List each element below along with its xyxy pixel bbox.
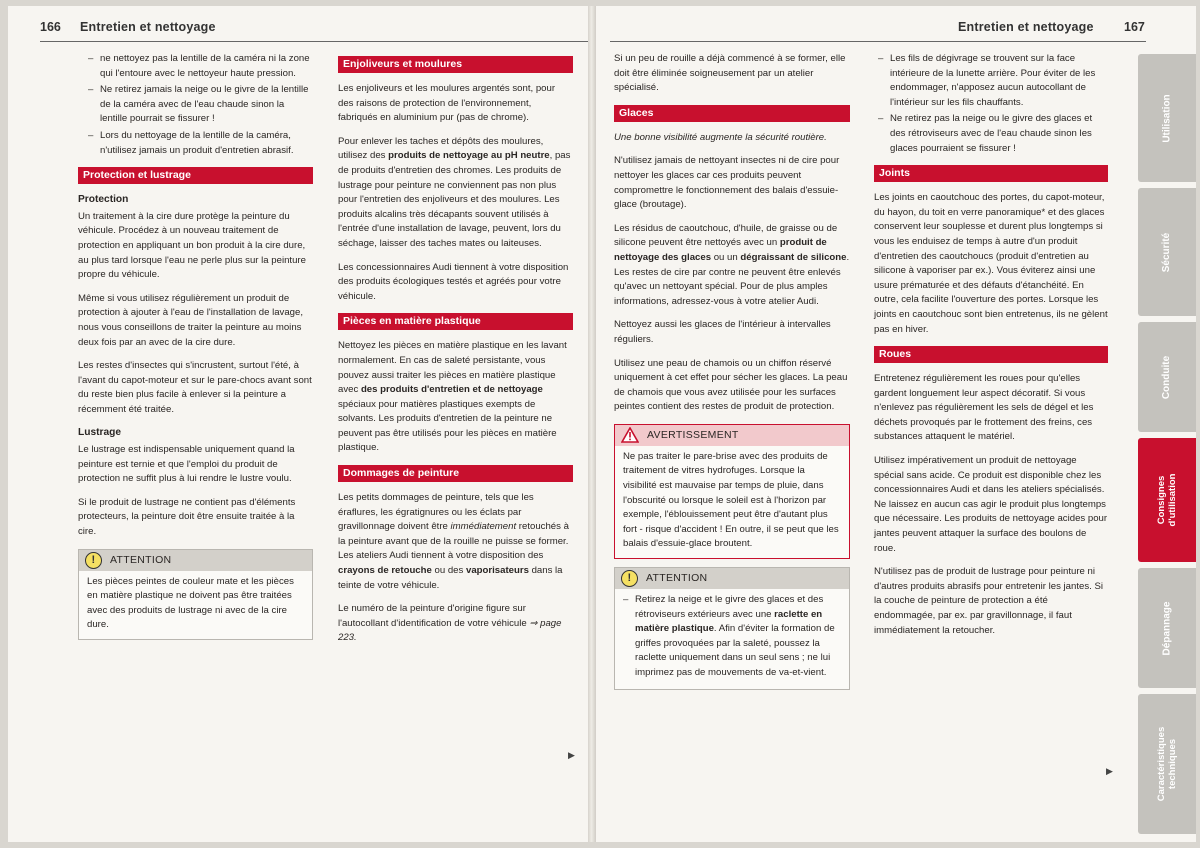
left-page-column-1 — [78, 52, 313, 648]
tab-label: Consignes d'utilisation — [1156, 473, 1178, 527]
tab-label: Utilisation — [1161, 93, 1173, 143]
page-number-left: 166 — [40, 20, 61, 34]
subheading-lustrage: Lustrage — [78, 427, 122, 439]
section-heading-dommages: Dommages de peinture — [338, 465, 573, 482]
tab-depannage[interactable] — [1138, 568, 1196, 688]
paragraph: Entretenez régulièrement les roues pour qu'elles gardent longuement leur aspect décoratif. Si vous n'enlevez pas régulièrement les sels de dégel et les déchets provoqués par le frottement des freins, ces substances attaquent le matériel. — [874, 373, 1094, 443]
paragraph: Si le produit de lustrage ne contient pas d'éléments protecteurs, la peinture doit être ensuite traitée à la cire. — [78, 496, 296, 538]
attention-box-left — [78, 549, 313, 640]
attention-box-right — [614, 567, 850, 690]
attention-text — [615, 589, 849, 689]
section-heading-glaces: Glaces — [614, 105, 850, 122]
paragraph: N'utilisez pas de produit de lustrage pour peinture ni d'autres produits abrasifs pour entretenir les jantes. Si la couche de peinture de protection a été endommagée, par ex. par gravillonnage, il faut immédiatement la retoucher. — [874, 566, 1104, 636]
text-run: , pas de produits d'entretien des chromes. Les produits de lustrage pour peinture ne conviennent pas non plus pour l'entretien des enjoliveurs et des moulures. Les produits alcalins très décapants souvent utilisés à l'entrée d'une installation de lavage, peuvent, lors du séchage, laisser des taches mates ou laiteuses. — [338, 150, 571, 249]
paragraph — [614, 222, 850, 310]
right-page-column-1 — [614, 52, 850, 698]
list-item: – Ne retirez pas la neige ou le givre des glaces et des rétroviseurs avec de l'eau chaude sinon les glaces pourraient se fissurer ! — [878, 112, 1108, 156]
paragraph — [338, 135, 573, 252]
tab-caracteristiques-techniques[interactable] — [1138, 694, 1196, 834]
paragraph: Si un peu de rouille a déjà commencé à se former, elle doit être éliminée soigneusement par un atelier spécialisé. — [614, 53, 846, 94]
right-page-column-2 — [874, 52, 1108, 647]
paragraph: Les enjoliveurs et les moulures argentés sont, pour des raisons de protection de l'environnement, fabriqués en aluminium pur (pas de chrome). — [338, 83, 556, 124]
warning-box — [614, 424, 850, 559]
attention-list — [623, 593, 841, 681]
left-page — [8, 6, 588, 842]
attention-title: ATTENTION — [110, 553, 172, 566]
tab-conduite[interactable] — [1138, 322, 1196, 432]
page-header-right: Entretien et nettoyage — [958, 20, 1094, 34]
tab-securite[interactable] — [1138, 188, 1196, 316]
bold-text: produits de nettoyage au pH neutre — [388, 150, 550, 162]
attention-header — [615, 568, 849, 589]
text-run: Le numéro de la peinture d'origine figure sur l'autocollant d'identification de votre véhicule — [338, 603, 527, 629]
text-run: spéciaux pour matières plastiques exempts de solvants. Les produits d'entretien de la peinture ne peuvent pas être utilisés pour les pièces en matière plastique. — [338, 398, 557, 454]
warning-triangle-icon — [621, 427, 639, 443]
section-heading-roues: Roues — [874, 346, 1108, 363]
section-heading-joints: Joints — [874, 165, 1108, 182]
text-run: ou des — [431, 565, 466, 577]
exclamation-icon: ! — [85, 552, 102, 569]
bold-text: crayons de retouche — [338, 565, 432, 577]
header-rule-left — [40, 41, 588, 42]
paragraph: Même si vous utilisez régulièrement un produit de protection à ajouter à l'eau de l'installation de lavage, nous vous conseillons de traiter la peinture au moins deux fois par an avec de la cire dure. — [78, 292, 304, 348]
text-run: . Afin d'éviter la formation de griffes provoquées par la saleté, poussez la raclette uniquement dans un seul sens ; ne lui imprimez pas de mouvements de va-et-vient. — [635, 623, 835, 678]
list-item: – Les fils de dégivrage se trouvent sur la face intérieure de la lunette arrière. Pour éviter de les endommager, n'apposez aucun autocollant de l'intérieur sur les fils chauffants. — [878, 52, 1108, 110]
right-page — [596, 6, 1196, 842]
text-run: ou un — [711, 251, 741, 263]
italic-text: immédiatement — [450, 521, 517, 533]
left-page-column-2 — [338, 52, 573, 655]
paragraph: Les restes d'insectes qui s'incrustent, surtout l'été, à l'avant du capot-moteur et sur le pare-chocs avant sont du reste bien plus facile à enlever si la peinture a récemment été traitée. — [78, 360, 312, 415]
paragraph — [338, 339, 573, 456]
continue-arrow-icon: ▶ — [1106, 766, 1113, 776]
page-number-right: 167 — [1124, 20, 1145, 34]
text-run: retouchés à la peinture avant que de la rouille ne puisse se former. Les ateliers Audi tiennent à votre disposition des — [338, 521, 569, 562]
paragraph: Un traitement à la cire dure protège la peinture du véhicule. Procédez à un nouveau traitement de protection en appliquant un bon produit à la cire dure, au plus tard lorsque l'eau ne perle plus sur la peinture propre du véhicule. — [78, 210, 306, 281]
exclamation-icon: ! — [621, 570, 638, 587]
paragraph: Utilisez une peau de chamois ou un chiffon réservé uniquement à cet effet pour sécher les glaces. La peau de chamois que vous avez utilisée pour les surfaces peintes contient des restes de produit de protection. — [614, 357, 848, 413]
section-heading-protection: Protection et lustrage — [78, 167, 313, 184]
tab-label: Conduite — [1161, 355, 1173, 399]
attention-header — [79, 550, 312, 571]
tab-consignes-utilisation[interactable] — [1138, 438, 1196, 562]
bold-text: vaporisateurs — [465, 565, 529, 577]
defrost-list — [878, 52, 1108, 156]
warning-text: Ne pas traiter le pare-brise avec des produits de traitement de vitres hydrofuges. Lorsque la visibilité est mauvaise par temps de pluie, dans l'obscurité ou lorsque le soleil est à l'horizon par exemple, l'éblouissement peut être d'autant plus fort - risque d'accident ! En outre, il se peut que les balais d'essuie-glace broutent. — [623, 450, 839, 550]
attention-title: ATTENTION — [646, 572, 708, 585]
section-heading-enjoliveurs: Enjoliveurs et moulures — [338, 56, 573, 73]
tab-utilisation[interactable] — [1138, 54, 1196, 182]
attention-text: Les pièces peintes de couleur mate et les pièces en matière plastique ne doivent pas être traitées avec des produits de lustrage ni avec de la cire dure. — [87, 575, 294, 631]
text-run: dans la teinte de votre véhicule. — [338, 565, 563, 591]
paragraph — [338, 491, 573, 593]
list-item: – ne nettoyez pas la lentille de la caméra ni la zone qui l'entoure avec le nettoyeur haute pression. — [88, 52, 313, 81]
bold-text: produit de nettoyage des glaces — [614, 237, 827, 263]
bold-text: raclette en matière plastique — [635, 608, 823, 635]
italic-intro: Une bonne visibilité augmente la sécurité routière. — [614, 131, 827, 143]
text-run: Nettoyez les pièces en matière plastique en les lavant normalement. En cas de saleté persistante, vous pouvez aussi traiter les pièces en matière plastique avec — [338, 340, 567, 396]
tab-label: Caractéristiques techniques — [1156, 726, 1179, 802]
paragraph: Utilisez impérativement un produit de nettoyage spécial sans acide. Ce produit est disponible chez les concessionnaires Audi et dans les ateliers spécialisés. Ne laissez en aucun cas agir le produit plus longtemps que nécessaire. Les produits de nettoyage acides pour jantes peuvent attaquer la surface des boulons de roue. — [874, 455, 1108, 554]
list-item: – Lors du nettoyage de la lentille de la caméra, n'utilisez jamais un produit d'entretien abrasif. — [88, 129, 313, 158]
text-run: Les résidus de caoutchouc, d'huile, de graisse ou de silicone peuvent être nettoyés avec un — [614, 222, 838, 249]
text-run: Les petits dommages de peinture, tels que les éraflures, les égratignures ou les éclats par gravillonnage doivent être — [338, 492, 534, 533]
list-item: – Ne retirez jamais la neige ou le givre de la lentille de la caméra avec de l'eau chaude sinon la lentille pourrait se fissurer ! — [88, 83, 313, 127]
warning-header — [615, 425, 849, 446]
tab-label: Dépannage — [1161, 601, 1173, 655]
page-header-left: Entretien et nettoyage — [80, 20, 216, 34]
paragraph: Les concessionnaires Audi tiennent à votre disposition des produits écologiques testés et agréés pour votre véhicule. — [338, 261, 569, 302]
subheading-protection: Protection — [78, 194, 129, 206]
paragraph — [338, 602, 573, 646]
camera-cleaning-list — [88, 52, 313, 158]
text-run: Pour enlever les taches et dépôts des moulures, utilisez des — [338, 135, 544, 162]
tab-label: Sécurité — [1161, 232, 1173, 272]
header-rule-right — [610, 41, 1146, 42]
warning-title: AVERTISSEMENT — [647, 428, 739, 441]
paragraph: Les joints en caoutchouc des portes, du capot-moteur, du hayon, du toit en verre panoramique* et des glaces conservent leur souplesse et durent plus longtemps si vous les enduisez de temps à autre d'un produit d'entretien des caoutchoucs (produit d'entretien au silicone à vaporiser par ex.). Vous éviterez ainsi une usure prématurée et des défauts d'étanchéité. En outre, cela facilite l'ouverture des portes. Lorsque les joints en caoutchouc sont bien entretenus, ils ne gèlent pas en hiver. — [874, 192, 1108, 335]
page-reference-link[interactable]: ⇒ page 223. — [338, 617, 562, 644]
continue-arrow-icon: ▶ — [568, 750, 575, 760]
bold-text: dégraissant de silicone — [740, 251, 847, 263]
section-heading-plastique: Pièces en matière plastique — [338, 313, 573, 330]
paragraph: Le lustrage est indispensable uniquement quand la peinture est ternie et que l'emploi du produit de protection ne suffit plus à lui rendre le lustre voulu. — [78, 444, 295, 485]
list-item — [623, 593, 841, 681]
text-run: . Les restes de cire par contre ne peuvent être enlevés qu'avec un nettoyant spécial. Pour de plus amples informations, adressez-vous à votre atelier Audi. — [614, 251, 850, 307]
bold-text: des produits d'entretien et de nettoyage — [360, 384, 543, 396]
text-run: Retirez la neige et le givre des glaces et des rétroviseurs extérieurs avec une — [635, 594, 824, 620]
paragraph: Nettoyez aussi les glaces de l'intérieur à intervalles réguliers. — [614, 319, 831, 345]
paragraph: N'utilisez jamais de nettoyant insectes ni de cire pour nettoyer les glaces car ces produits peuvent compromettre le fonctionnement des balais d'essuie-glace (broutage). — [614, 155, 840, 211]
